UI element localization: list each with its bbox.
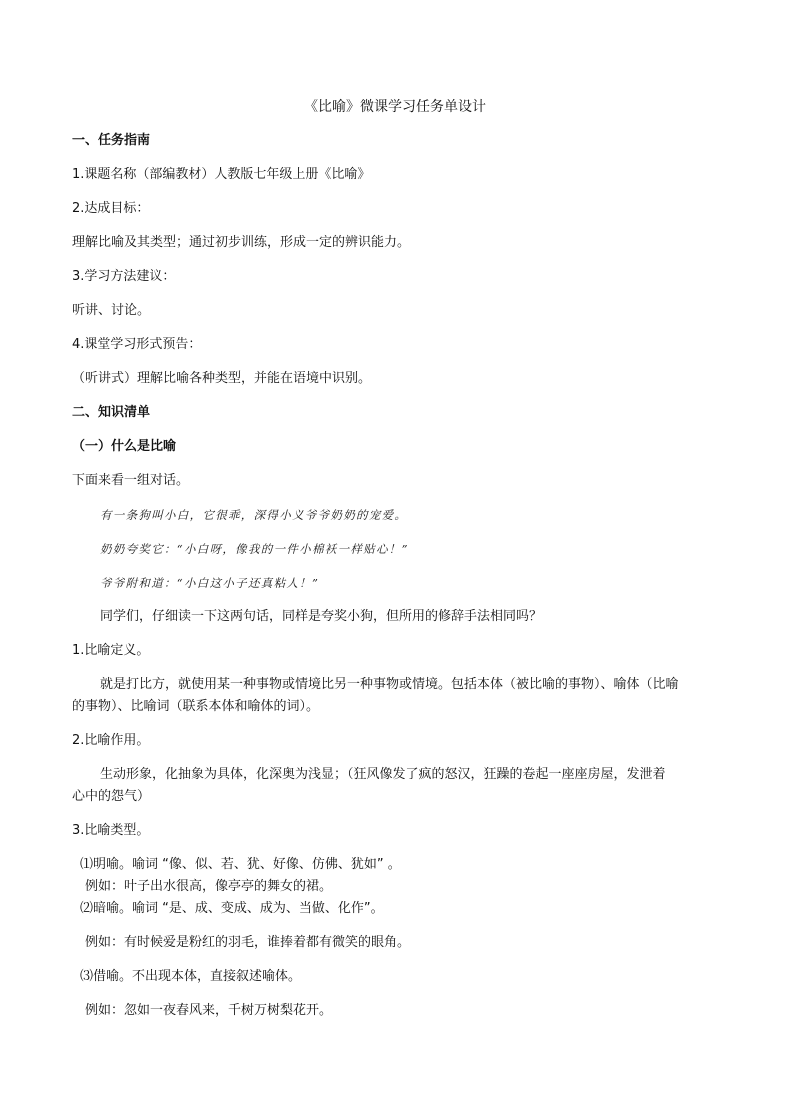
subsection-heading-what-is-metaphor: （一）什么是比喻 [72, 439, 177, 454]
definition-text-line1: 就是打比方，就使用某一种事物或情境比另一种事物或情境。包括本体（被比喻的事物）、喻体（比喻 [100, 677, 679, 692]
effect-text-line1: 生动形象，化抽象为具体，化深奥为浅显；（狂风像发了疯的怒汉，狂躁的卷起一座座房屋，发泄着 [100, 767, 666, 782]
page-title: 《比喻》微课学习任务单设计 [304, 99, 486, 115]
method-label: 3.学习方法建议： [72, 269, 176, 284]
dialog-intro: 下面来看一组对话。 [72, 473, 190, 488]
type-simile-example: 例如：叶子出水很高，像亭亭的舞女的裙。 [85, 879, 333, 894]
type-metonymy-example: 例如：忽如一夜春风来，千树万树梨花开。 [85, 1003, 333, 1018]
type-metaphor: ⑵暗喻。喻词 “是、成、变成、成为、当做、化作”。 [80, 901, 384, 916]
dialog-line: 奶奶夸奖它：“小白呀，像我的一件小棉袄一样贴心！” [100, 542, 409, 556]
type-metaphor-example: 例如：有时候爱是粉红的羽毛，谁捧着都有微笑的眼角。 [85, 935, 411, 950]
dialog-line: 爷爷附和道：“小白这小子还真粘人！” [100, 576, 320, 590]
types-label: 3.比喻类型。 [72, 823, 150, 838]
section-heading-knowledge-list: 二、知识清单 [72, 405, 151, 420]
dialog-line: 有一条狗叫小白，它很乖，深得小义爷爷奶奶的宠爱。 [100, 508, 408, 522]
effect-label: 2.比喻作用。 [72, 733, 150, 748]
goal-text: 理解比喻及其类型；通过初步训练，形成一定的辨识能力。 [72, 235, 411, 250]
effect-text-line2: 心中的怨气） [72, 789, 151, 804]
type-metonymy: ⑶借喻。不出现本体，直接叙述喻体。 [80, 969, 302, 984]
type-simile: ⑴明喻。喻词 “像、似、若、犹、好像、仿佛、犹如” 。 [80, 857, 401, 872]
question-text: 同学们，仔细读一下这两句话，同样是夸奖小狗，但所用的修辞手法相同吗？ [100, 609, 543, 624]
format-label: 4.课堂学习形式预告： [72, 337, 202, 352]
format-text: （听讲式）理解比喻各种类型，并能在语境中识别。 [72, 371, 372, 386]
definition-text-line2: 的事物）、比喻词（联系本体和喻体的词）。 [72, 699, 320, 714]
section-heading-task-guide: 一、任务指南 [72, 133, 151, 148]
course-name: 1.课题名称（部编教材）人教版七年级上册《比喻》 [72, 167, 371, 182]
goal-label: 2.达成目标： [72, 201, 150, 216]
definition-label: 1.比喻定义。 [72, 643, 150, 658]
method-text: 听讲、讨论。 [72, 303, 151, 318]
